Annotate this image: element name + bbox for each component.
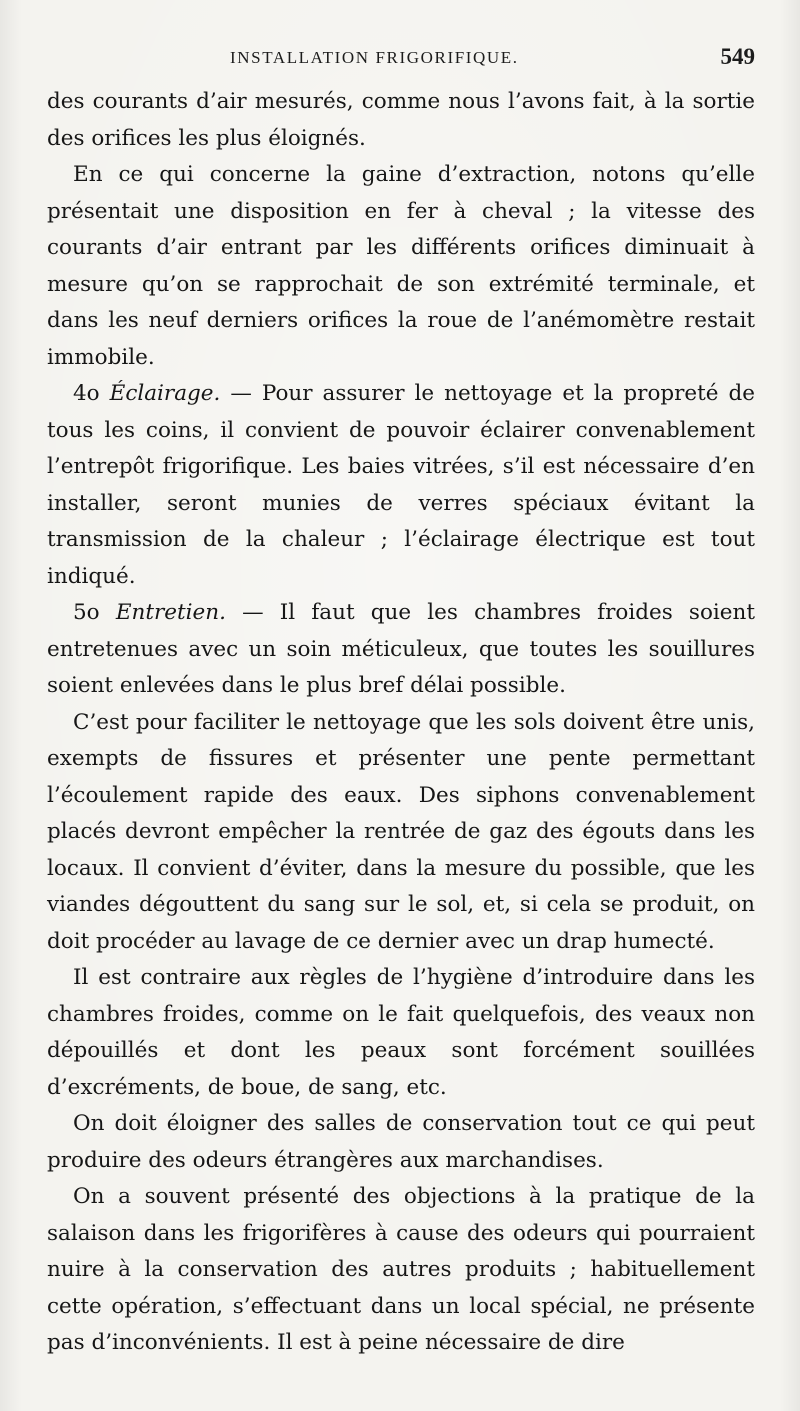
section-eclairage (47, 376, 755, 595)
paragraph-hygiene (47, 960, 755, 1106)
paragraph-gaine-extraction (47, 157, 755, 376)
paragraph-text: On doit éloigner des salles de conservation tout ce qui peut produire des odeurs étrangères aux marchandises. (47, 1111, 755, 1173)
paragraph-text: En ce qui concerne la gaine d’extraction, notons qu’elle présentait une disposition en fer à cheval ; la vitesse des courants d’air entrant par les différents orifices diminuait à mesure qu’on se rapprochait de son extrémité terminale, et dans les neuf derniers orifices la roue de l’anémomètre restait immobile. (47, 162, 755, 370)
paragraph-text: C’est pour faciliter le nettoyage que les sols doivent être unis, exempts de fissures et présenter une pente permettant l’écoulement rapide des eaux. Des siphons convenablement placés devront empêcher la rentrée de gaz des égouts dans les locaux. Il convient d’éviter, dans la mesure du possible, que les viandes dégouttent du sang sur le sol, et, si cela se produit, on doit procéder au lavage de ce dernier avec un drap humecté. (47, 709, 755, 954)
running-title: INSTALLATION FRIGORIFIQUE. (230, 48, 519, 67)
section-entretien (47, 595, 755, 705)
paragraph-text: — Pour assurer le nettoyage et la propreté de tous les coins, il convient de pouvoir éclairer convenablement l’entrepôt frigorifique. Les baies vitrées, s’il est nécessaire d’en installer, seront munies de verres spéciaux évitant la transmission de la chaleur ; l’éclairage électrique est tout indiqué. (47, 381, 755, 589)
paragraph-text: On a souvent présenté des objections à la pratique de la salaison dans les frigorifères à cause des odeurs qui pourraient nuire à la conservation des autres produits ; habituellement cette opération, s’effectuant dans un local spécial, ne présente pas d’inconvénients. Il est à peine nécessaire de dire (47, 1184, 755, 1355)
section-heading: Éclairage. (109, 381, 221, 406)
paragraph-odeurs (47, 1106, 755, 1179)
paragraph-text: Il est contraire aux règles de l’hygiène d’introduire dans les chambres froides, comme on le fait quelquefois, des veaux non dépouillés et dont les peaux sont forcément souillées d’excréments, de boue, de sang, etc. (47, 965, 755, 1100)
page-number: 549 (720, 44, 755, 69)
paragraph-text: — Il faut que les chambres froides soient entretenues avec un soin méticuleux, que toutes les souillures soient enlevées dans le plus bref délai possible. (47, 600, 755, 698)
paragraph-nettoyage (47, 705, 755, 961)
running-head (50, 44, 755, 76)
paragraph-continuation (47, 84, 755, 157)
section-heading: Entretien. (115, 600, 226, 625)
paragraph-salaison (47, 1179, 755, 1362)
section-number: 5o (73, 600, 100, 625)
paragraph-text: des courants d’air mesurés, comme nous l’avons fait, à la sortie des orifices les plus éloignés. (47, 89, 755, 151)
body-text (47, 84, 755, 1362)
section-number: 4o (73, 381, 100, 406)
